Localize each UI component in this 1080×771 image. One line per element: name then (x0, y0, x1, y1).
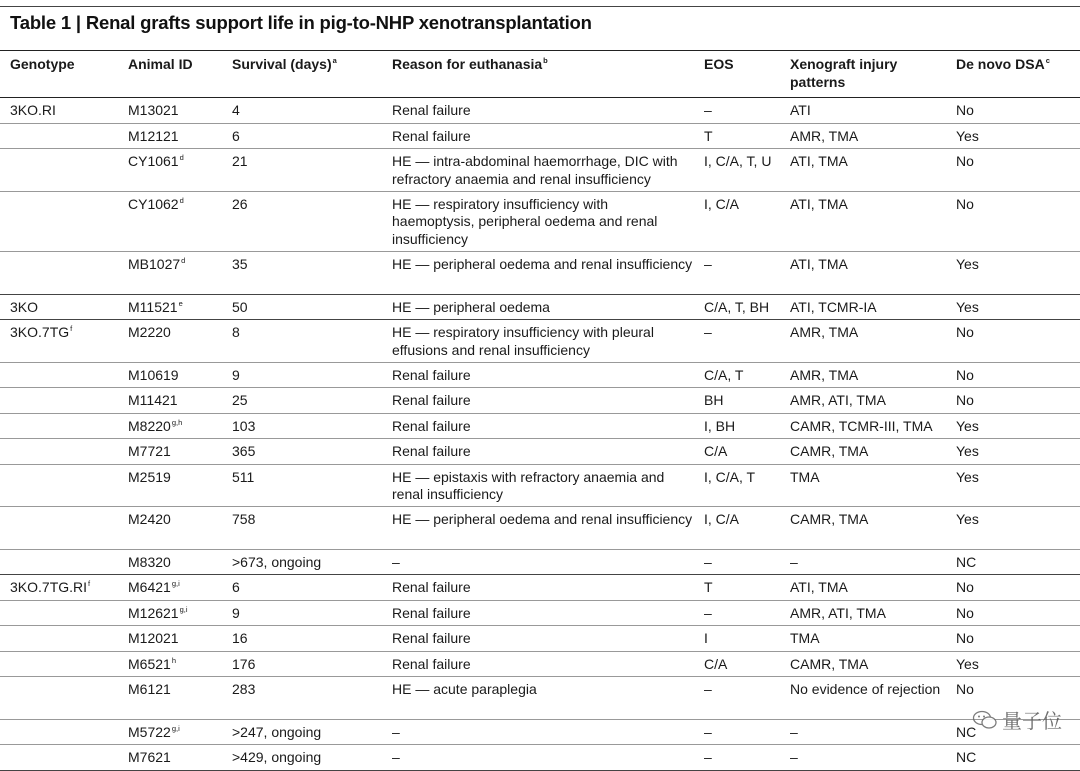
cell-dsa: No (956, 604, 974, 621)
cell-id: M5722$^{g,i}$ (128, 723, 180, 740)
cell-injury: AMR, TMA (790, 127, 859, 144)
cell-dsa: No (956, 195, 974, 212)
cell-genotype (0, 719, 118, 745)
cell-eos: – (704, 604, 712, 621)
table-row (0, 149, 1080, 192)
cell-id: M6421$^{g,i}$ (128, 579, 180, 595)
cell-survival: 26 (232, 195, 248, 212)
cell-survival: 365 (232, 443, 256, 459)
cell-reason: Renal failure (392, 630, 471, 646)
cell-genotype (0, 626, 118, 652)
cell-eos: I, C/A (704, 511, 740, 527)
cell-id: M6121 (128, 681, 171, 697)
table-row (0, 549, 1080, 575)
cell-dsa: Yes (956, 298, 979, 315)
cell-reason: Renal failure (392, 579, 471, 595)
cell-survival: 8 (232, 324, 240, 340)
wechat-icon (972, 710, 998, 730)
watermark (972, 705, 1062, 734)
cell-eos: I (704, 630, 708, 646)
cell-injury: AMR, TMA (790, 366, 859, 383)
cell-genotype (0, 651, 118, 677)
table-row (0, 294, 1080, 320)
table-row (0, 439, 1080, 465)
table-row (0, 413, 1080, 439)
cell-dsa: Yes (956, 443, 979, 459)
table-row (0, 362, 1080, 388)
cell-genotype (0, 464, 118, 507)
cell-id: CY1062$^d$ (128, 195, 184, 212)
cell-injury: ATI, TCMR-IA (790, 298, 877, 315)
cell-genotype (0, 388, 118, 414)
cell-survival: 511 (232, 468, 255, 485)
cell-id: M10619 (128, 366, 179, 383)
cell-eos: BH (704, 392, 724, 408)
cell-genotype (0, 191, 118, 252)
cell-id: M8320 (128, 553, 171, 570)
cell-survival: 9 (232, 604, 240, 621)
cell-genotype (0, 507, 118, 550)
table-body (0, 98, 1080, 771)
cell-eos: C/A, T, BH (704, 298, 770, 315)
cell-reason: Renal failure (392, 443, 471, 459)
cell-reason: HE — epistaxis with refractory anaemia and renal insufficiency (392, 468, 665, 502)
table-row (0, 388, 1080, 414)
table-row (0, 651, 1080, 677)
cell-injury: No evidence of rejection (790, 681, 941, 697)
cell-eos: – (704, 723, 712, 740)
cell-eos: I, C/A, T (704, 468, 756, 485)
cell-reason: HE — peripheral oedema and renal insufficiency (392, 511, 693, 527)
cell-injury: TMA (790, 468, 820, 485)
cell-eos: – (704, 749, 712, 765)
table-row (0, 123, 1080, 149)
cell-genotype (0, 439, 118, 465)
table-row (0, 719, 1080, 745)
table-row (0, 507, 1080, 550)
cell-injury: CAMR, TCMR-III, TMA (790, 417, 933, 434)
cell-survival: 4 (232, 102, 240, 118)
cell-injury: AMR, ATI, TMA (790, 604, 886, 621)
cell-survival: 6 (232, 127, 240, 144)
cell-genotype (0, 362, 118, 388)
cell-dsa: NC (956, 723, 977, 740)
table-row (0, 320, 1080, 363)
cell-dsa: NC (956, 553, 977, 570)
header-reason: Reason for euthanasia$^b$ (392, 56, 548, 72)
cell-dsa: Yes (956, 655, 979, 672)
cell-injury: CAMR, TMA (790, 655, 869, 672)
header-row (0, 51, 1080, 98)
cell-eos: T (704, 127, 713, 144)
table-row (0, 600, 1080, 626)
cell-id: M2220 (128, 324, 171, 340)
cell-survival: >429, ongoing (232, 749, 322, 765)
cell-dsa: No (956, 366, 974, 383)
table-row (0, 191, 1080, 252)
table-row (0, 575, 1080, 601)
cell-genotype: $3KO.7TG.RI^f$ (10, 579, 91, 595)
cell-injury: AMR, TMA (790, 324, 859, 340)
cell-survival: 25 (232, 392, 248, 408)
table-title: Table 1 | Renal grafts support life in pig-to-NHP xenotransplantation (10, 12, 592, 33)
cell-survival: 176 (232, 655, 256, 672)
cell-id: M11421 (128, 392, 178, 408)
cell-dsa: No (956, 681, 974, 697)
cell-genotype: 3KO (10, 298, 39, 315)
cell-reason: – (392, 749, 400, 765)
cell-id: M2519 (128, 468, 171, 485)
cell-genotype (0, 123, 118, 149)
cell-id: M12121 (128, 127, 179, 144)
cell-dsa: No (956, 153, 974, 169)
cell-eos: I, C/A (704, 195, 740, 212)
table-row (0, 626, 1080, 652)
cell-id: M2420 (128, 511, 171, 527)
cell-eos: I, C/A, T, U (704, 153, 772, 169)
cell-injury: ATI, TMA (790, 579, 848, 595)
cell-reason: – (392, 553, 400, 570)
cell-eos: – (704, 681, 712, 697)
cell-genotype (0, 745, 118, 771)
cell-dsa: No (956, 324, 974, 340)
cell-survival: 35 (232, 256, 248, 272)
cell-id: M7621 (128, 749, 171, 765)
cell-id: M12621$^{g,i}$ (128, 604, 188, 621)
cell-id: M6521$^h$ (128, 655, 176, 672)
header-survival: Survival (days)$^a$ (232, 56, 337, 72)
top-rule (0, 6, 1080, 7)
cell-reason: Renal failure (392, 127, 471, 144)
header-eos: EOS (704, 56, 734, 72)
cell-dsa: Yes (956, 417, 979, 434)
cell-injury: ATI, TMA (790, 195, 848, 212)
cell-id: M7721 (128, 443, 171, 459)
cell-injury: – (790, 553, 798, 570)
cell-genotype (0, 149, 118, 192)
cell-survival: 758 (232, 511, 256, 527)
cell-eos: C/A (704, 655, 728, 672)
table-row (0, 252, 1080, 295)
cell-injury: – (790, 723, 798, 740)
cell-eos: C/A, T (704, 366, 744, 383)
header-dsa: De novo DSA$^c$ (956, 56, 1050, 72)
cell-id: M13021 (128, 102, 179, 118)
cell-dsa: No (956, 102, 974, 118)
cell-eos: – (704, 102, 712, 118)
cell-survival: 50 (232, 298, 248, 315)
cell-dsa: NC (956, 749, 977, 765)
cell-dsa: Yes (956, 256, 979, 272)
cell-survival: 21 (232, 153, 248, 169)
cell-eos: T (704, 579, 713, 595)
cell-injury: – (790, 749, 798, 765)
cell-reason: Renal failure (392, 604, 471, 621)
cell-dsa: No (956, 579, 974, 595)
table-row (0, 98, 1080, 124)
cell-id: M12021 (128, 630, 179, 646)
cell-reason: Renal failure (392, 102, 471, 118)
table-row (0, 677, 1080, 720)
cell-survival: >673, ongoing (232, 553, 322, 570)
cell-eos: I, BH (704, 417, 736, 434)
cell-id: M8220$^{g,h}$ (128, 417, 183, 434)
cell-reason: Renal failure (392, 392, 471, 408)
cell-injury: ATI (790, 102, 811, 118)
cell-eos: – (704, 256, 712, 272)
cell-dsa: Yes (956, 468, 979, 485)
cell-reason: Renal failure (392, 366, 471, 383)
cell-reason: HE — peripheral oedema and renal insufficiency (392, 256, 693, 272)
cell-reason: Renal failure (392, 417, 471, 434)
cell-eos: – (704, 324, 712, 340)
cell-injury: TMA (790, 630, 820, 646)
cell-survival: 16 (232, 630, 248, 646)
cell-injury: CAMR, TMA (790, 511, 869, 527)
cell-reason: – (392, 723, 400, 740)
data-table (0, 50, 1080, 771)
cell-eos: – (704, 553, 712, 570)
header-animal-id: Animal ID (128, 56, 193, 72)
cell-injury: CAMR, TMA (790, 443, 869, 459)
cell-injury: ATI, TMA (790, 153, 848, 169)
cell-reason: HE — acute paraplegia (392, 681, 537, 697)
cell-dsa: No (956, 392, 974, 408)
cell-reason: HE — respiratory insufficiency with pleural effusions and renal insufficiency (392, 324, 654, 358)
table-row (0, 464, 1080, 507)
header-genotype: Genotype (10, 56, 75, 72)
cell-reason: HE — respiratory insufficiency with haemoptysis, peripheral oedema and renal insufficiency (392, 195, 658, 247)
cell-injury: AMR, ATI, TMA (790, 392, 886, 408)
table-row (0, 745, 1080, 771)
cell-survival: 6 (232, 579, 240, 595)
cell-genotype (0, 600, 118, 626)
cell-genotype: 3KO.RI (10, 102, 56, 118)
cell-survival: 283 (232, 681, 256, 697)
watermark-text: 量子位 (1002, 711, 1062, 733)
cell-genotype (0, 677, 118, 720)
cell-reason: HE — peripheral oedema (392, 298, 550, 315)
cell-eos: C/A (704, 443, 728, 459)
cell-genotype (0, 413, 118, 439)
cell-survival: 103 (232, 417, 256, 434)
cell-survival: 9 (232, 366, 240, 383)
cell-survival: >247, ongoing (232, 723, 322, 740)
cell-reason: Renal failure (392, 655, 471, 672)
cell-id: M11521e (128, 298, 183, 315)
header-injury: Xenograft injury patterns (790, 56, 898, 90)
cell-dsa: No (956, 630, 974, 646)
cell-id: CY1061$^d$ (128, 153, 184, 169)
cell-genotype (0, 252, 118, 295)
cell-dsa: Yes (956, 511, 979, 527)
cell-id: MB1027$^d$ (128, 256, 186, 272)
cell-injury: ATI, TMA (790, 256, 848, 272)
cell-genotype (0, 549, 118, 575)
cell-genotype: $3KO.7TG^f$ (10, 324, 73, 340)
cell-dsa: Yes (956, 127, 979, 144)
cell-reason: HE — intra-abdominal haemorrhage, DIC with refractory anaemia and renal insufficiency (392, 153, 678, 187)
